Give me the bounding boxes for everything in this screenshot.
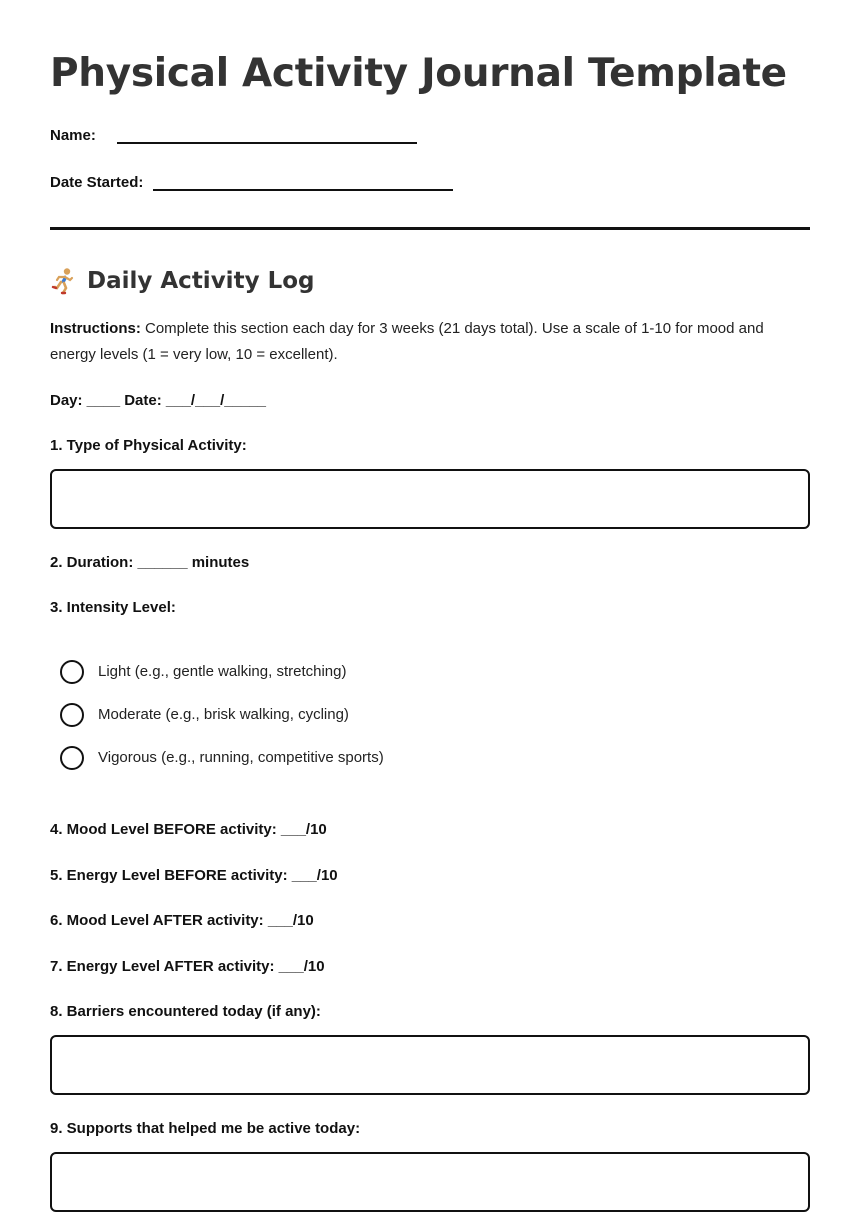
day-date-line: Day: ____ Date: ___/___/_____	[50, 392, 266, 409]
supports-textbox[interactable]	[50, 1152, 810, 1212]
runner-icon	[50, 267, 78, 295]
question-barriers: 8. Barriers encountered today (if any):	[50, 1003, 321, 1020]
question-supports: 9. Supports that helped me be active today:	[50, 1120, 361, 1137]
name-field-row	[50, 120, 810, 144]
instructions-label: Instructions:	[50, 320, 141, 337]
page-title: Physical Activity Journal Template	[50, 51, 787, 96]
barriers-textbox[interactable]	[50, 1035, 810, 1095]
question-energy-before: 5. Energy Level BEFORE activity: ___/10	[50, 867, 338, 884]
question-duration: 2. Duration: ______ minutes	[50, 554, 250, 571]
question-intensity: 3. Intensity Level:	[50, 599, 176, 616]
instructions-text: Complete this section each day for 3 weeks (21 days total). Use a scale of 1-10 for mood and energy levels (1 = very low, 10 = excellent).	[50, 320, 764, 363]
section-title: Daily Activity Log	[87, 268, 315, 294]
name-input-line[interactable]	[117, 128, 417, 144]
intensity-option-vigorous[interactable]	[50, 736, 810, 779]
date-started-field-row	[50, 167, 810, 191]
radio-button[interactable]	[60, 746, 84, 770]
date-started-input-line[interactable]	[153, 175, 453, 191]
instructions	[50, 316, 810, 368]
activity-type-textbox[interactable]	[50, 469, 810, 529]
intensity-option-label: Moderate (e.g., brisk walking, cycling)	[98, 706, 349, 723]
radio-button[interactable]	[60, 660, 84, 684]
question-mood-after: 6. Mood Level AFTER activity: ___/10	[50, 912, 314, 929]
question-energy-after: 7. Energy Level AFTER activity: ___/10	[50, 958, 325, 975]
intensity-option-label: Vigorous (e.g., running, competitive sports)	[98, 749, 384, 766]
name-label: Name:	[50, 127, 96, 144]
intensity-option-light[interactable]	[50, 650, 810, 693]
question-activity-type: 1. Type of Physical Activity:	[50, 437, 247, 454]
section-heading	[50, 266, 810, 296]
intensity-option-moderate[interactable]	[50, 693, 810, 736]
intensity-option-label: Light (e.g., gentle walking, stretching)	[98, 663, 347, 680]
section-divider	[50, 227, 810, 230]
date-started-label: Date Started:	[50, 174, 144, 191]
radio-button[interactable]	[60, 703, 84, 727]
question-mood-before: 4. Mood Level BEFORE activity: ___/10	[50, 821, 327, 838]
intensity-options	[50, 650, 810, 779]
